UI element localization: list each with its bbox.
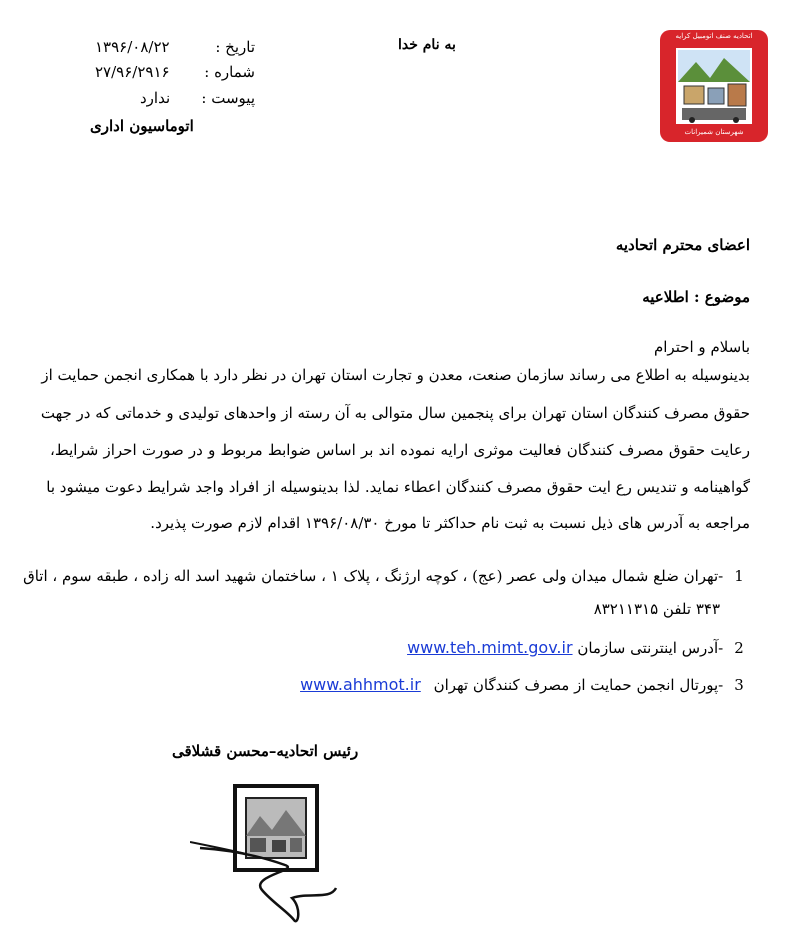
logo-bottom-text: شهرستان شمیرانات bbox=[684, 128, 744, 136]
list-item-number: 3 bbox=[734, 676, 744, 694]
attachment-row bbox=[95, 89, 255, 111]
list-item-number: 2 bbox=[734, 639, 744, 657]
list-item-text: -پورتال انجمن حمایت از مصرف کنندگان تهران bbox=[433, 676, 724, 694]
portal-link[interactable]: www.ahhmot.ir bbox=[300, 675, 421, 694]
number-value: ۲۷/۹۶/۲۹۱۶ bbox=[95, 63, 170, 81]
stamp-signature-graphic bbox=[190, 780, 340, 930]
office-automation-label: اتوماسیون اداری bbox=[90, 117, 194, 135]
list-item-number: 1 bbox=[734, 567, 744, 585]
signature-stamp bbox=[190, 780, 340, 930]
signer-name: رئیس اتحادیه–محسن قشلاقی bbox=[172, 742, 359, 760]
number-row bbox=[95, 63, 255, 85]
recipient-line: اعضای محترم اتحادیه bbox=[615, 236, 750, 254]
date-row bbox=[95, 38, 255, 60]
body-line: حقوق مصرف کنندگان استان تهران برای پنجمین سال متوالی به آن رسته از واحدهای تولیدی و خدماتی که در جهت bbox=[40, 404, 750, 422]
union-logo-graphic bbox=[658, 28, 770, 144]
number-label: شماره : bbox=[204, 63, 255, 81]
body-line: مراجعه به آدرس های ذیل نسبت به ثبت نام حداکثر تا مورخ ۱۳۹۶/۰۸/۳۰ اقدام لازم صورت پذیرد. bbox=[150, 514, 750, 532]
date-label: تاریخ : bbox=[215, 38, 255, 56]
greeting-line: باسلام و احترام bbox=[653, 338, 750, 356]
list-item-phone bbox=[594, 600, 720, 618]
bismillah-heading: به نام خدا bbox=[398, 37, 456, 53]
attachment-value: ندارد bbox=[140, 89, 171, 107]
logo-top-text: اتحادیه صنف اتومبیل کرایه bbox=[675, 32, 753, 40]
list-item-text: -آدرس اینترنتی سازمان bbox=[577, 639, 724, 657]
body-line: بدینوسیله به اطلاع می رساند سازمان صنعت، معدن و تجارت استان تهران در نظر دارد با همکاری انجمن حمایت از bbox=[41, 366, 750, 384]
date-value: ۱۳۹۶/۰۸/۲۲ bbox=[95, 38, 170, 56]
list-item-text: -تهران ضلع شمال میدان ولی عصر (عج) ، کوچه ارژنگ ، پلاک ۱ ، ساختمان شهید اسد اله زاده ، طبقه سوم ، اتاق bbox=[23, 567, 724, 585]
attachment-label: پیوست : bbox=[201, 89, 255, 107]
list-item-org-website bbox=[407, 638, 750, 657]
body-line: گواهینامه و تندیس رع ایت حقوق مصرف کنندگان اعطاء نماید. لذا بدینوسیله از افراد واجد شرایط دعوت میشود با bbox=[46, 478, 750, 496]
list-item-text-continued: ۳۴۳ تلفن ۸۳۲۱۱۳۱۵ bbox=[593, 600, 720, 618]
subject-line: موضوع : اطلاعیه bbox=[642, 288, 750, 306]
list-item-portal bbox=[300, 675, 750, 694]
org-website-link[interactable]: www.teh.mimt.gov.ir bbox=[407, 638, 573, 657]
body-line: رعایت حقوق مصرف کنندگان فعالیت موثری ارایه نموده اند بر اساس ضوابط مربوط و در صورت احراز شرایط، bbox=[50, 441, 750, 459]
union-logo bbox=[658, 28, 770, 144]
list-item-address bbox=[23, 567, 750, 585]
